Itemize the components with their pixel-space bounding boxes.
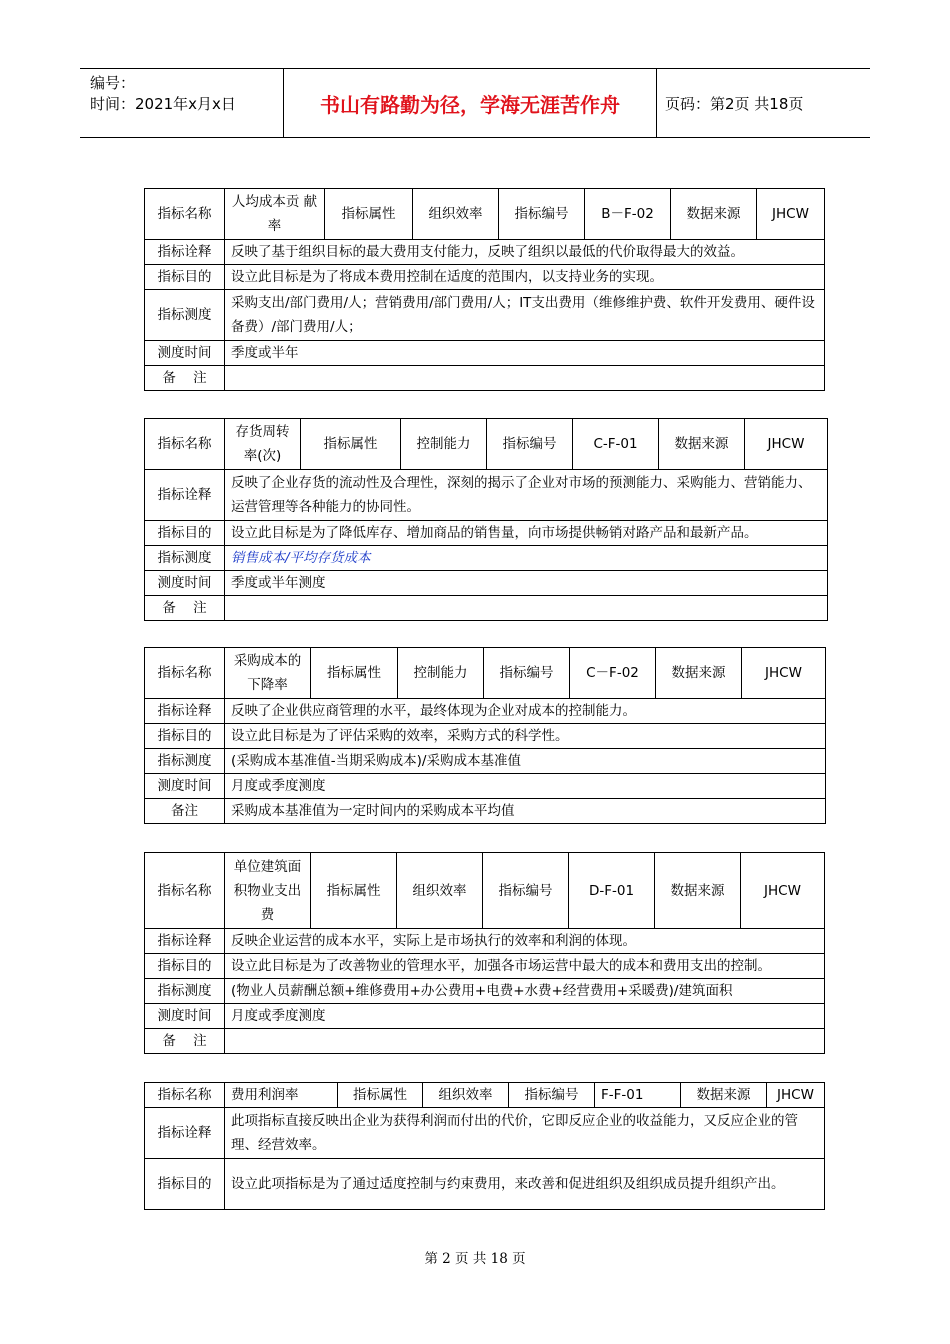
attr-label: 指标属性: [311, 648, 398, 699]
kpi-attr: 组织效率: [423, 1083, 509, 1108]
kpi-source: JHCW: [767, 1083, 825, 1108]
name-label: 指标名称: [145, 189, 225, 240]
row-label: 指标目的: [145, 724, 225, 749]
row-text: [225, 1029, 825, 1054]
kpi-code: F-F-01: [595, 1083, 681, 1108]
kpi-name: 人均成本贡 献 率: [225, 189, 325, 240]
formula-link[interactable]: 销售成本/平均存货成本: [231, 550, 371, 566]
attr-label: 指标属性: [311, 853, 397, 929]
row-label: 指标目的: [145, 1159, 225, 1210]
source-label: 数据来源: [659, 419, 745, 470]
row-text: 采购成本基准值为一定时间内的采购成本平均值: [225, 799, 826, 824]
header-motto: 书山有路勤为径，学海无涯苦作舟: [283, 69, 657, 137]
row-label: 测度时间: [145, 1004, 225, 1029]
source-label: 数据来源: [655, 853, 741, 929]
source-label: 数据来源: [656, 648, 742, 699]
row-label: 指标诠释: [145, 240, 225, 265]
row-text: 季度或半年: [225, 341, 825, 366]
attr-label: 指标属性: [338, 1083, 423, 1108]
row-label: 指标诠释: [145, 1108, 225, 1159]
kpi-table-4: [144, 852, 825, 1054]
header-meta: [80, 69, 283, 137]
row-label: 指标测度: [145, 546, 225, 571]
row-label: 备注: [145, 799, 225, 824]
row-text: 设立此目标是为了评估采购的效率，采购方式的科学性。: [225, 724, 826, 749]
kpi-name: 存货周转率(次): [225, 419, 301, 470]
row-label: 备 注: [145, 596, 225, 621]
row-label: 指标测度: [145, 749, 225, 774]
row-label: 指标诠释: [145, 929, 225, 954]
kpi-table-5: [144, 1082, 825, 1210]
kpi-name: 采购成本的下降率: [225, 648, 311, 699]
row-text: 月度或季度测度: [225, 774, 826, 799]
attr-label: 指标属性: [301, 419, 401, 470]
row-text: [225, 366, 825, 391]
row-text: (物业人员薪酬总额+维修费用+办公费用+电费+水费+经营费用+采暖费)/建筑面积: [225, 979, 825, 1004]
row-text: 设立此目标是为了改善物业的管理水平，加强各市场运营中最大的成本和费用支出的控制。: [225, 954, 825, 979]
attr-label: 指标属性: [325, 189, 413, 240]
row-label: 指标测度: [145, 290, 225, 341]
row-label: 指标目的: [145, 265, 225, 290]
code-label: 指标编号: [509, 1083, 595, 1108]
kpi-attr: 控制能力: [401, 419, 487, 470]
kpi-source: JHCW: [742, 648, 826, 699]
kpi-name: 单位建筑面积物业支出费: [225, 853, 311, 929]
kpi-code: B－F-02: [585, 189, 671, 240]
code-label: 指标编号: [499, 189, 585, 240]
kpi-source: JHCW: [741, 853, 825, 929]
row-text: [225, 596, 828, 621]
kpi-code: C－F-02: [570, 648, 656, 699]
source-label: 数据来源: [681, 1083, 767, 1108]
row-text: 反映了基于组织目标的最大费用支付能力，反映了组织以最低的代价取得最大的效益。: [225, 240, 825, 265]
row-text: (采购成本基准值-当期采购成本)/采购成本基准值: [225, 749, 826, 774]
page-footer: 第 2 页 共 18 页: [424, 1251, 526, 1267]
row-text-cell: [225, 546, 828, 571]
kpi-attr: 组织效率: [397, 853, 483, 929]
row-label: 指标诠释: [145, 470, 225, 521]
page-header: [80, 68, 870, 138]
row-text: 反映企业运营的成本水平，实际上是市场执行的效率和利润的体现。: [225, 929, 825, 954]
kpi-table-1: [144, 188, 825, 391]
row-text: 设立此项指标是为了通过适度控制与约束费用，来改善和促进组织及组织成员提升组织产出。: [225, 1159, 825, 1210]
name-label: 指标名称: [145, 853, 225, 929]
row-label: 备 注: [145, 366, 225, 391]
row-text: 反映了企业存货的流动性及合理性，深刻的揭示了企业对市场的预测能力、采购能力、营销能力、运营管理等各种能力的协同性。: [225, 470, 828, 521]
kpi-source: JHCW: [745, 419, 828, 470]
row-label: 指标测度: [145, 979, 225, 1004]
row-text: 反映了企业供应商管理的水平，最终体现为企业对成本的控制能力。: [225, 699, 826, 724]
kpi-table-3: [144, 647, 826, 824]
row-label: 测度时间: [145, 341, 225, 366]
kpi-code: C-F-01: [573, 419, 659, 470]
kpi-attr: 组织效率: [413, 189, 499, 240]
row-label: 指标目的: [145, 521, 225, 546]
row-text: 设立此目标是为了将成本费用控制在适度的范围内，以支持业务的实现。: [225, 265, 825, 290]
row-label: 指标目的: [145, 954, 225, 979]
row-text: 设立此目标是为了降低库存、增加商品的销售量，向市场提供畅销对路产品和最新产品。: [225, 521, 828, 546]
kpi-source: JHCW: [757, 189, 825, 240]
code-label: 指标编号: [484, 648, 570, 699]
name-label: 指标名称: [145, 1083, 225, 1108]
row-label: 测度时间: [145, 774, 225, 799]
row-text: 月度或季度测度: [225, 1004, 825, 1029]
row-text: 季度或半年测度: [225, 571, 828, 596]
code-label: 指标编号: [483, 853, 569, 929]
number-label: 编号：: [90, 74, 136, 92]
header-page-code: 页码：第2页 共18页: [665, 94, 804, 113]
row-label: 备 注: [145, 1029, 225, 1054]
kpi-name: 费用利润率: [225, 1083, 338, 1108]
row-label: 测度时间: [145, 571, 225, 596]
kpi-table-2: [144, 418, 828, 621]
name-label: 指标名称: [145, 648, 225, 699]
row-label: 指标诠释: [145, 699, 225, 724]
name-label: 指标名称: [145, 419, 225, 470]
code-label: 指标编号: [487, 419, 573, 470]
kpi-code: D-F-01: [569, 853, 655, 929]
date-line: 时间：2021年x月x日: [90, 95, 236, 113]
source-label: 数据来源: [671, 189, 757, 240]
row-text: 采购支出/部门费用/人；营销费用/部门费用/人；IT支出费用（维修维护费、软件开发费用、硬件设备费）/部门费用/人；: [225, 290, 825, 341]
kpi-attr: 控制能力: [398, 648, 484, 699]
row-text: 此项指标直接反映出企业为获得利润而付出的代价，它即反应企业的收益能力，又反应企业的管理、经营效率。: [225, 1108, 825, 1159]
